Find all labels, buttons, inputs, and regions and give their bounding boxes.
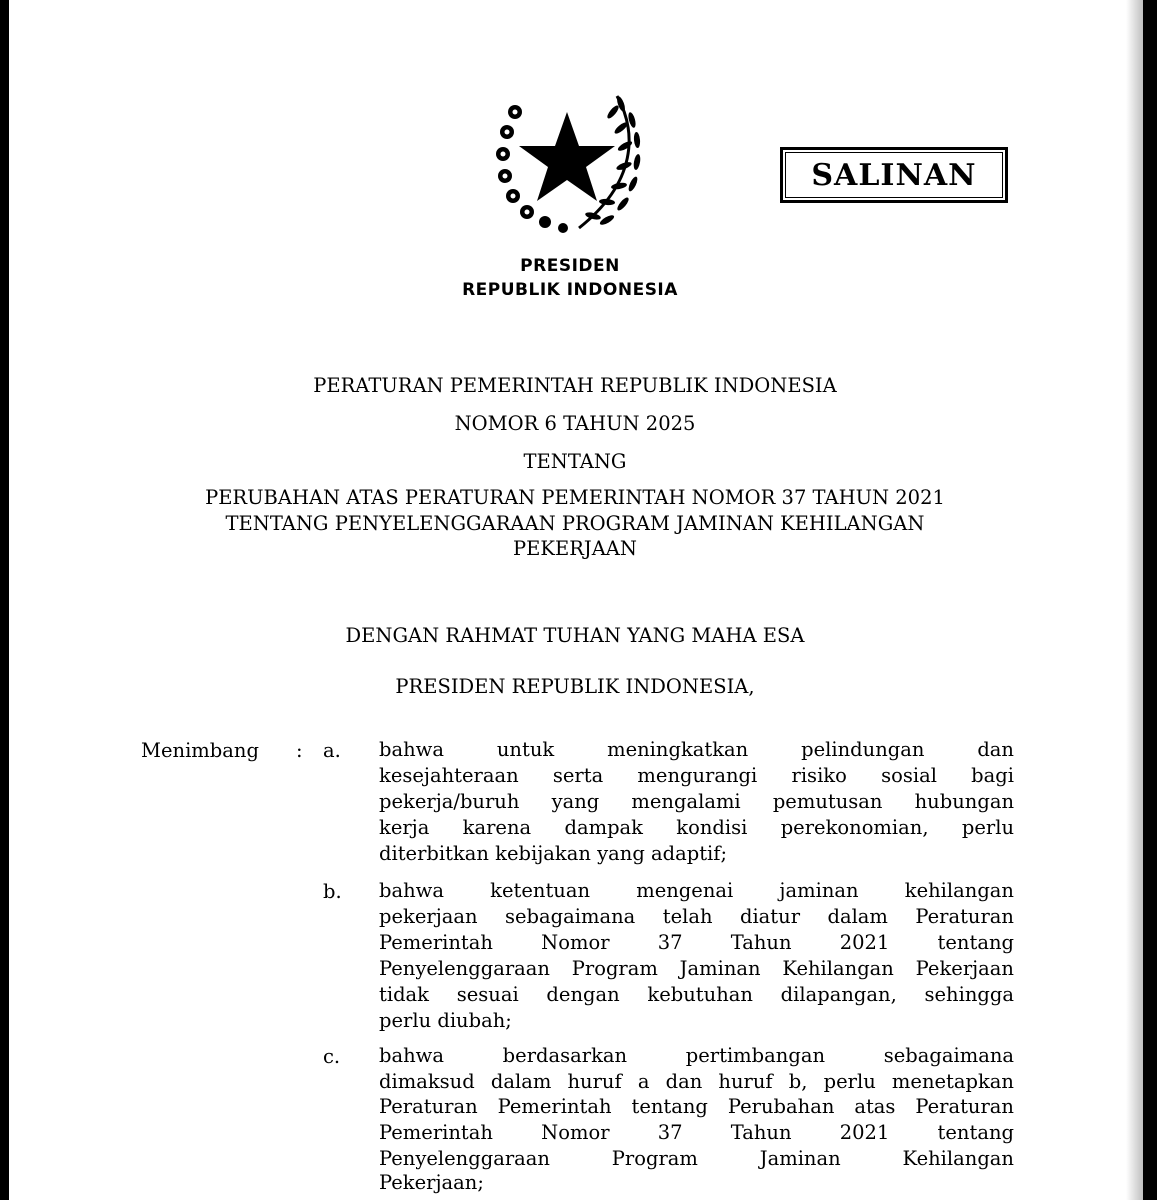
item-a-line: kesejahteraan serta mengurangi risiko sosial bagi <box>379 764 1014 787</box>
menimbang-label: Menimbang <box>141 739 259 762</box>
item-c-line: Pekerjaan; <box>379 1171 484 1194</box>
item-a-line: pekerja/buruh yang mengalami pemutusan hubungan <box>379 790 1014 813</box>
page-edge-left <box>0 0 9 1200</box>
item-c-line: Peraturan Pemerintah tentang Perubahan atas Peraturan <box>379 1095 1014 1118</box>
item-b-line: tidak sesuai dengan kebutuhan dilapangan, sehingga <box>379 983 1014 1006</box>
item-letter-a: a. <box>323 739 341 762</box>
republic-title: REPUBLIK INDONESIA <box>462 280 678 300</box>
item-a-line: diterbitkan kebijakan yang adaptif; <box>379 842 728 865</box>
regulation-number: NOMOR 6 TAHUN 2025 <box>454 412 696 435</box>
item-c-line: Pemerintah Nomor 37 Tahun 2021 tentang <box>379 1121 1014 1144</box>
regulation-title: PERATURAN PEMERINTAH REPUBLIK INDONESIA <box>313 374 837 397</box>
item-letter-b: b. <box>323 880 342 903</box>
salinan-label: SALINAN <box>785 152 1003 198</box>
item-letter-c: c. <box>323 1045 341 1068</box>
presidential-emblem-icon <box>487 82 647 242</box>
item-c-line: dimaksud dalam huruf a dan huruf b, perlu menetapkan <box>379 1070 1014 1093</box>
item-c-line: bahwa berdasarkan pertimbangan sebagaimana <box>379 1044 1014 1067</box>
regulation-subject-line3: PEKERJAAN <box>513 537 637 560</box>
item-b-line: bahwa ketentuan mengenai jaminan kehilangan <box>379 879 1014 902</box>
item-b-line: Penyelenggaraan Program Jaminan Kehilangan Pekerjaan <box>379 957 1014 980</box>
item-a-line: bahwa untuk meningkatkan pelindungan dan <box>379 738 1014 761</box>
page-edge-right <box>1143 0 1157 1200</box>
item-b-line: perlu diubah; <box>379 1009 512 1032</box>
president-title: PRESIDEN <box>520 256 620 276</box>
preamble-rahmat: DENGAN RAHMAT TUHAN YANG MAHA ESA <box>345 624 805 647</box>
page-shadow-right <box>1126 0 1143 1200</box>
item-b-line: pekerjaan sebagaimana telah diatur dalam Peraturan <box>379 905 1014 928</box>
preamble-president: PRESIDEN REPUBLIK INDONESIA, <box>395 675 755 698</box>
regulation-tentang: TENTANG <box>523 450 627 473</box>
menimbang-colon: : <box>296 739 303 762</box>
regulation-subject-line1: PERUBAHAN ATAS PERATURAN PEMERINTAH NOMOR 37 TAHUN 2021 <box>205 486 945 509</box>
item-c-line: Penyelenggaraan Program Jaminan Kehilangan <box>379 1147 1014 1170</box>
salinan-stamp <box>780 147 1008 203</box>
item-a-line: kerja karena dampak kondisi perekonomian, perlu <box>379 816 1014 839</box>
item-b-line: Pemerintah Nomor 37 Tahun 2021 tentang <box>379 931 1014 954</box>
regulation-subject-line2: TENTANG PENYELENGGARAAN PROGRAM JAMINAN KEHILANGAN <box>225 512 925 535</box>
